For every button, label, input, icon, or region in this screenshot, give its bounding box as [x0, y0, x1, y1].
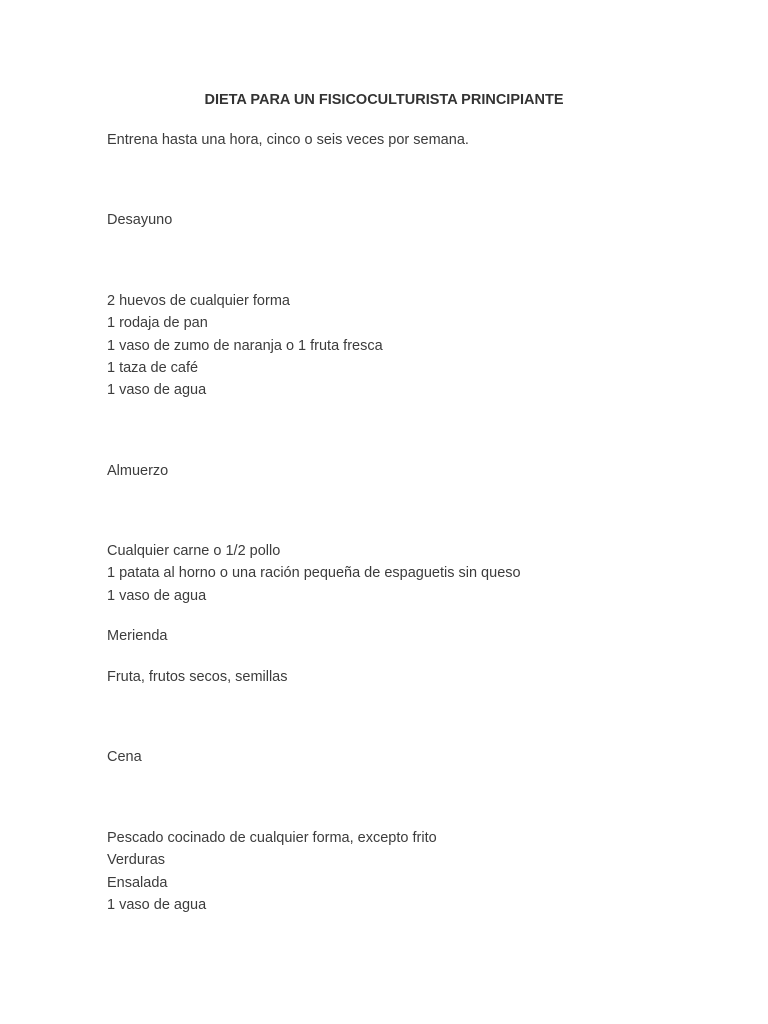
- list-item: Cualquier carne o 1/2 pollo: [107, 543, 281, 559]
- list-item: Verduras: [107, 852, 166, 869]
- list-item: 2 huevos de cualquier forma: [107, 293, 290, 309]
- snack-heading: Merienda: [107, 628, 168, 644]
- list-item: 1 taza de café: [107, 359, 199, 376]
- breakfast-list: [107, 290, 383, 401]
- list-item: 1 vaso de agua: [107, 587, 207, 604]
- lunch-heading: Almuerzo: [107, 463, 169, 479]
- document-title: DIETA PARA UN FISICOCULTURISTA PRINCIPIANTE: [204, 92, 564, 108]
- list-item: Pescado cocinado de cualquier forma, excepto frito: [107, 830, 437, 846]
- list-item: 1 vaso de agua: [107, 382, 207, 399]
- list-item: 1 patata al horno o una ración pequeña de espaguetis sin queso: [107, 565, 521, 582]
- list-item: Fruta, frutos secos, semillas: [107, 669, 288, 685]
- lunch-list: [107, 540, 521, 607]
- list-item: 1 rodaja de pan: [107, 315, 208, 332]
- dinner-heading: Cena: [107, 749, 142, 765]
- list-item: 1 vaso de zumo de naranja o 1 fruta fresca: [107, 337, 383, 354]
- list-item: Ensalada: [107, 874, 168, 891]
- snack-list: [107, 666, 288, 688]
- list-item: 1 vaso de agua: [107, 896, 207, 913]
- intro-paragraph: Entrena hasta una hora, cinco o seis veces por semana.: [107, 132, 469, 148]
- dinner-list: [107, 827, 437, 916]
- breakfast-heading: Desayuno: [107, 212, 173, 228]
